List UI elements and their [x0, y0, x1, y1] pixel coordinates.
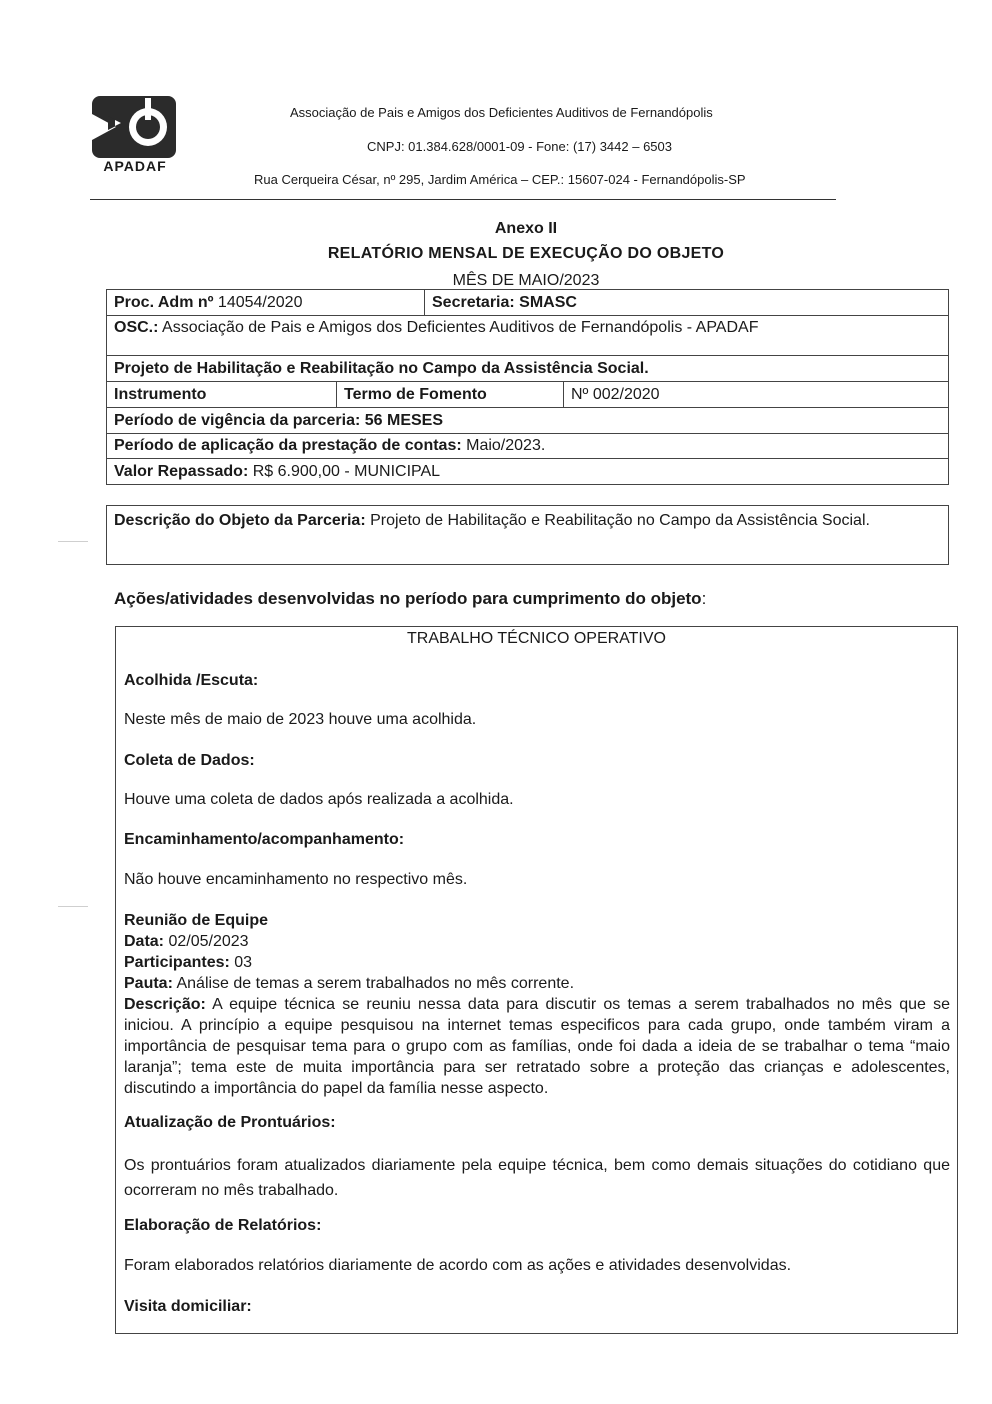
reuniao-pauta [124, 973, 950, 994]
acolhida-text: Neste mês de maio de 2023 houve uma acolhida. [124, 711, 477, 728]
acolhida-title: Acolhida /Escuta: [124, 672, 259, 689]
proc-label: Proc. Adm nº [114, 293, 214, 311]
osc-cell [107, 316, 758, 337]
encaminhamento-title: Encaminhamento/acompanhamento: [124, 831, 405, 848]
aplicacao-label: Período de aplicação da prestação de contas: [114, 437, 462, 454]
visita-title: Visita domiciliar: [124, 1298, 252, 1315]
data-label: Data: [124, 933, 165, 950]
osc-label: OSC.: [114, 319, 159, 336]
coleta-title: Coleta de Dados: [124, 752, 255, 769]
reuniao-block [124, 910, 950, 1099]
info-table [106, 289, 949, 485]
descricao-label: Descrição: [124, 996, 206, 1013]
vigencia: Período de vigência da parceria: 56 MESES [114, 411, 444, 429]
logo-text: APADAF [103, 158, 167, 174]
report-title: RELATÓRIO MENSAL DE EXECUÇÃO DO OBJETO [327, 245, 725, 262]
secretaria: Secretaria: SMASC [432, 293, 577, 311]
apadaf-logo [88, 94, 180, 178]
actions-heading [114, 589, 706, 609]
month-title: MÊS DE MAIO/2023 [452, 272, 600, 289]
description-box [106, 505, 949, 565]
row-aplicacao [107, 434, 948, 459]
row-vigencia [107, 408, 948, 434]
scan-mark-bottom [58, 906, 88, 907]
termo: Termo de Fomento [337, 382, 564, 407]
description-label: Descrição do Objeto da Parceria: [114, 512, 366, 529]
description-text: Projeto de Habilitação e Reabilitação no Campo da Assistência Social. [365, 512, 870, 529]
pauta-value: Análise de temas a serem trabalhados no mês corrente. [172, 975, 575, 992]
actions-heading-text: Ações/atividades desenvolvidas no período para cumprimento do objeto [114, 589, 702, 608]
instrumento: Instrumento [107, 382, 337, 407]
scan-mark-top [58, 541, 88, 542]
proc-cell [107, 290, 425, 315]
reuniao-descricao [124, 994, 950, 1099]
header-divider [90, 199, 836, 200]
row-valor [107, 459, 948, 484]
reuniao-participantes [124, 952, 950, 973]
reuniao-title: Reunião de Equipe [124, 912, 269, 929]
project-name: Projeto de Habilitação e Reabilitação no Campo da Assistência Social. [114, 359, 649, 377]
participantes-label: Participantes: [124, 954, 230, 971]
aplicacao-value: Maio/2023. [461, 437, 546, 454]
valor-cell [107, 459, 440, 484]
cnpj-line: CNPJ: 01.384.628/0001-09 - Fone: (17) 3442 – 6503 [367, 139, 672, 154]
valor-label: Valor Repassado: [114, 462, 249, 480]
encaminhamento-text: Não houve encaminhamento no respectivo mês. [124, 871, 468, 888]
annex-title: Anexo II [494, 220, 558, 237]
atualizacao-title: Atualização de Prontuários: [124, 1114, 336, 1131]
numero: Nº 002/2020 [571, 385, 660, 403]
participantes-value: 03 [229, 954, 253, 971]
coleta-text: Houve uma coleta de dados após realizada a acolhida. [124, 791, 514, 808]
elaboracao-text: Foram elaborados relatórios diariamente de acordo com as ações e atividades desenvolvidas. [124, 1257, 792, 1274]
row-project [107, 356, 948, 382]
row-instrumento [107, 382, 948, 408]
atualizacao-text: Os prontuários foram atualizados diariamente pela equipe técnica, bem como demais situações do cotidiano que ocorreram no mês trabalhado. [124, 1157, 950, 1199]
osc-value: Associação de Pais e Amigos dos Deficientes Auditivos de Fernandópolis - APADAF [158, 319, 759, 336]
elaboracao-title: Elaboração de Relatórios: [124, 1217, 322, 1234]
descricao-value: A equipe técnica se reuniu nessa data para discutir os temas a serem trabalhados no mês que se iniciou. A princípio a equipe pesquisou na internet temas especificos para cada grupo, onde também viram a importância de pesquisar tema para o grupo com as famílias, onde foi dada a ideia de se trabalhar o tema “maio laranja”; tema este de muita importância para ser retratado sobre a proteção das crianças e adolescentes, discutindo a importância do papel da família nesse aspecto. [124, 996, 950, 1097]
actions-heading-colon: : [701, 589, 707, 608]
row-osc [107, 316, 948, 356]
proc-value: 14054/2020 [213, 293, 303, 311]
pauta-label: Pauta: [124, 975, 173, 992]
address-line: Rua Cerqueira César, nº 295, Jardim América – CEP.: 15607-024 - Fernandópolis-SP [254, 172, 746, 187]
valor-value: R$ 6.900,00 - MUNICIPAL [248, 462, 441, 480]
data-value: 02/05/2023 [164, 933, 249, 950]
reuniao-data [124, 931, 950, 952]
aplicacao-cell [107, 434, 545, 458]
box-title: TRABALHO TÉCNICO OPERATIVO [406, 630, 666, 647]
row-proc [107, 290, 948, 316]
org-name: Associação de Pais e Amigos dos Deficientes Auditivos de Fernandópolis [290, 105, 713, 120]
